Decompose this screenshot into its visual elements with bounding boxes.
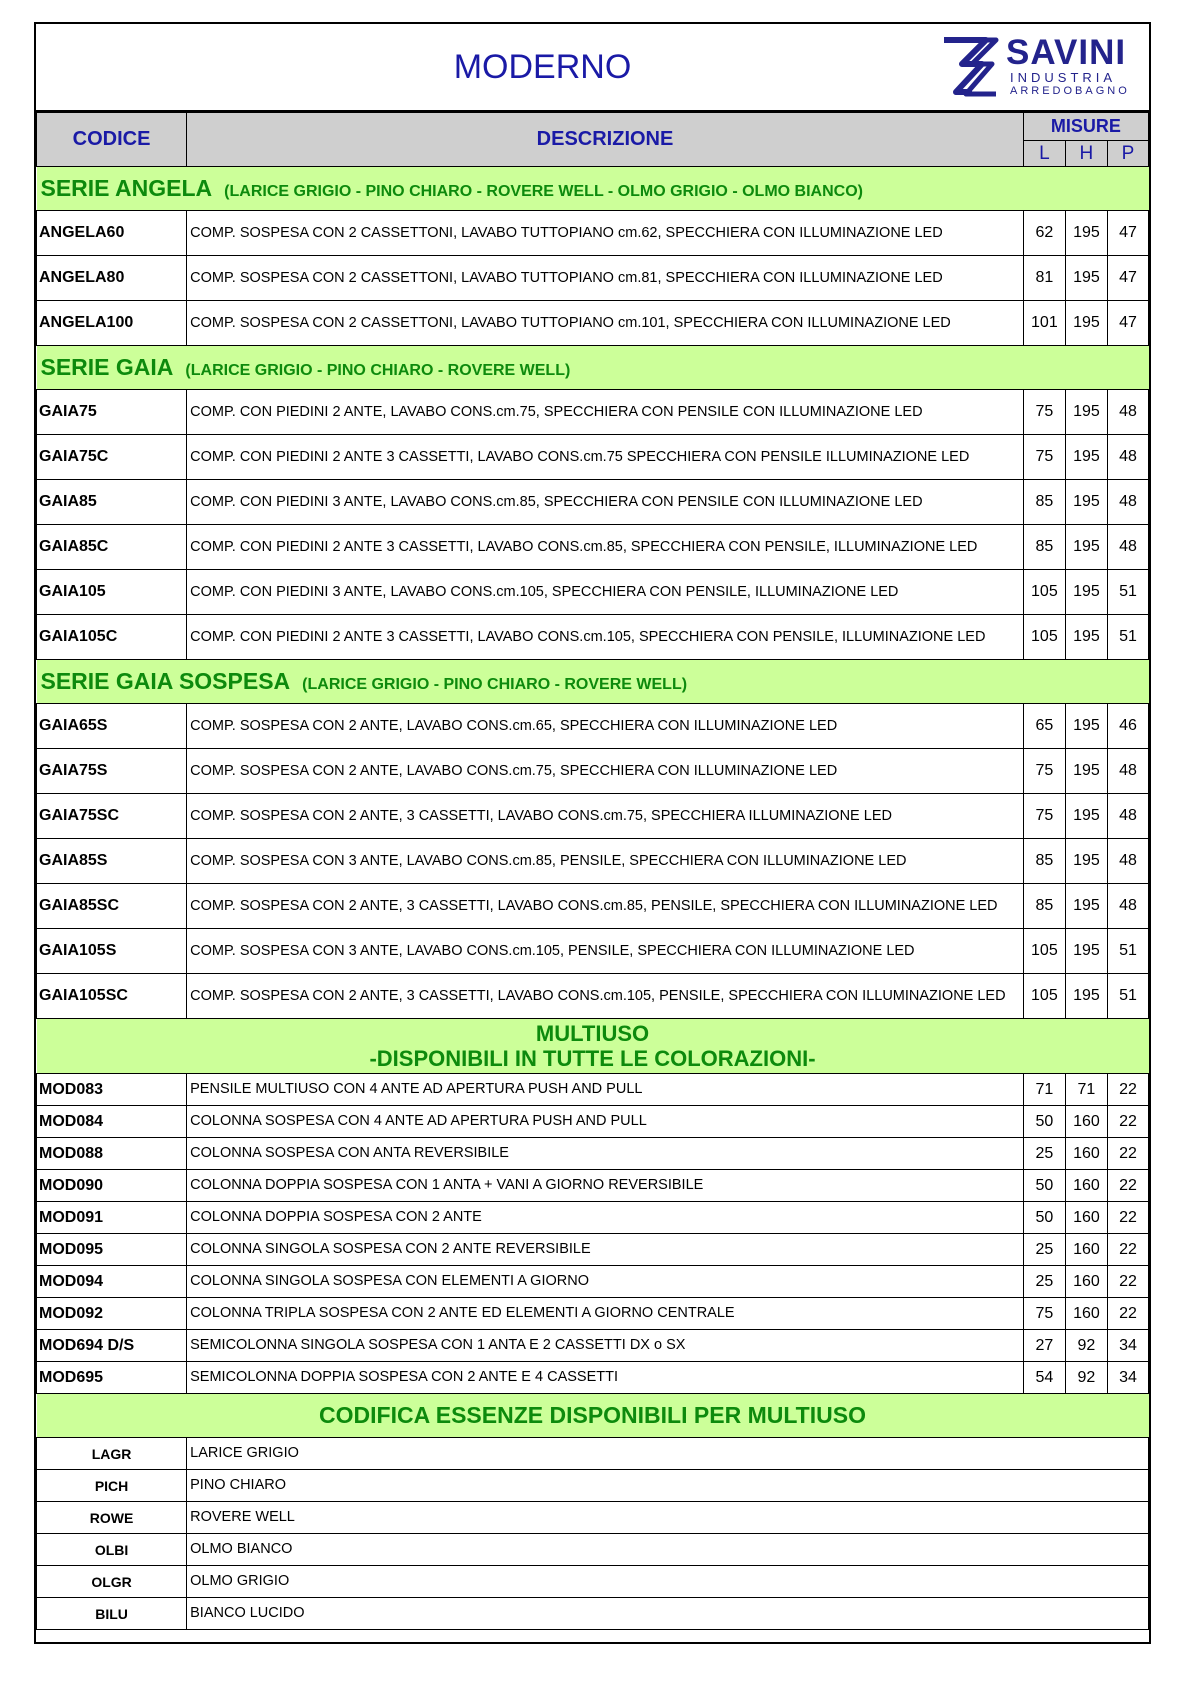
- section-title: SERIE ANGELA: [40, 175, 213, 201]
- table-row: [37, 301, 1149, 346]
- product-description: COMP. CON PIEDINI 2 ANTE 3 CASSETTI, LAVABO CONS.cm.85, SPECCHIERA CON PENSILE, ILLUMINAZIONE LED: [187, 525, 1024, 570]
- table-row: [37, 256, 1149, 301]
- product-description: COLONNA DOPPIA SOSPESA CON 1 ANTA + VANI A GIORNO REVERSIBILE: [187, 1170, 1024, 1202]
- dimension-l: 54: [1023, 1362, 1065, 1394]
- table-row: [37, 1534, 1149, 1566]
- product-description: SEMICOLONNA DOPPIA SOSPESA CON 2 ANTE E 4 CASSETTI: [187, 1362, 1024, 1394]
- dimension-h: 195: [1065, 615, 1107, 660]
- table-row: [37, 1362, 1149, 1394]
- savini-logo-mark-icon: [936, 34, 1006, 100]
- dimension-l: 75: [1023, 794, 1065, 839]
- dimension-h: 195: [1065, 749, 1107, 794]
- product-code: ANGELA80: [37, 256, 187, 301]
- table-row: [37, 1170, 1149, 1202]
- dimension-l: 105: [1023, 615, 1065, 660]
- table-row: [37, 974, 1149, 1019]
- product-code: GAIA105S: [37, 929, 187, 974]
- table-row: [37, 480, 1149, 525]
- dimension-h: 195: [1065, 794, 1107, 839]
- table-row: [37, 794, 1149, 839]
- section-title: CODIFICA ESSENZE DISPONIBILI PER MULTIUSO: [37, 1394, 1149, 1438]
- table-row: [37, 1106, 1149, 1138]
- page-header: [36, 24, 1149, 112]
- dimension-h: 160: [1065, 1170, 1107, 1202]
- finish-code: ROWE: [37, 1502, 187, 1534]
- product-description: COMP. SOSPESA CON 3 ANTE, LAVABO CONS.cm.85, PENSILE, SPECCHIERA CON ILLUMINAZIONE LED: [187, 839, 1024, 884]
- table-row: [37, 615, 1149, 660]
- section-title-cell: [37, 346, 1149, 390]
- section-title-cell: [37, 1019, 1149, 1074]
- table-row: [37, 1470, 1149, 1502]
- product-code: GAIA105: [37, 570, 187, 615]
- product-code: MOD095: [37, 1234, 187, 1266]
- product-code: GAIA85C: [37, 525, 187, 570]
- dimension-l: 81: [1023, 256, 1065, 301]
- logo-subline-2: ARREDOBAGNO: [1010, 85, 1130, 97]
- section-title-cell: [37, 167, 1149, 211]
- product-code: MOD084: [37, 1106, 187, 1138]
- dimension-p: 34: [1107, 1330, 1148, 1362]
- section-title: MULTIUSO: [535, 1021, 650, 1046]
- dimension-l: 27: [1023, 1330, 1065, 1362]
- dimension-h: 195: [1065, 974, 1107, 1019]
- dimension-h: 195: [1065, 480, 1107, 525]
- product-code: MOD695: [37, 1362, 187, 1394]
- dimension-l: 50: [1023, 1202, 1065, 1234]
- product-code: MOD091: [37, 1202, 187, 1234]
- column-header-misure: MISURE: [1023, 113, 1148, 141]
- product-description: COLONNA SOSPESA CON 4 ANTE AD APERTURA PUSH AND PULL: [187, 1106, 1024, 1138]
- dimension-p: 51: [1107, 974, 1148, 1019]
- section-subtitle: (LARICE GRIGIO - PINO CHIARO - ROVERE WELL - OLMO GRIGIO - OLMO BIANCO): [224, 183, 863, 200]
- dimension-p: 47: [1107, 256, 1148, 301]
- table-row: [37, 839, 1149, 884]
- table-row: [37, 1438, 1149, 1470]
- product-code: GAIA75: [37, 390, 187, 435]
- dimension-h: 195: [1065, 256, 1107, 301]
- dimension-l: 50: [1023, 1106, 1065, 1138]
- section-header: [37, 346, 1149, 390]
- dimension-h: 160: [1065, 1106, 1107, 1138]
- product-code: MOD694 D/S: [37, 1330, 187, 1362]
- dimension-h: 92: [1065, 1330, 1107, 1362]
- column-header-h: H: [1065, 141, 1107, 167]
- dimension-l: 105: [1023, 929, 1065, 974]
- dimension-p: 48: [1107, 480, 1148, 525]
- table-row: [37, 1266, 1149, 1298]
- dimension-p: 51: [1107, 929, 1148, 974]
- table-row: [37, 525, 1149, 570]
- section-header: [37, 167, 1149, 211]
- dimension-h: 195: [1065, 929, 1107, 974]
- dimension-l: 105: [1023, 974, 1065, 1019]
- dimension-p: 48: [1107, 794, 1148, 839]
- dimension-l: 105: [1023, 570, 1065, 615]
- logo-word: SAVINI: [1006, 33, 1127, 72]
- dimension-l: 101: [1023, 301, 1065, 346]
- dimension-h: 195: [1065, 211, 1107, 256]
- table-row: [37, 1234, 1149, 1266]
- logo-subline-1: INDUSTRIA: [1010, 70, 1117, 85]
- product-code: GAIA65S: [37, 704, 187, 749]
- dimension-l: 25: [1023, 1138, 1065, 1170]
- finish-name: OLMO GRIGIO: [187, 1566, 1149, 1598]
- dimension-p: 48: [1107, 749, 1148, 794]
- product-code: GAIA85: [37, 480, 187, 525]
- dimension-l: 75: [1023, 1298, 1065, 1330]
- dimension-l: 65: [1023, 704, 1065, 749]
- product-description: COMP. SOSPESA CON 3 ANTE, LAVABO CONS.cm.105, PENSILE, SPECCHIERA CON ILLUMINAZIONE LED: [187, 929, 1024, 974]
- product-description: COLONNA TRIPLA SOSPESA CON 2 ANTE ED ELEMENTI A GIORNO CENTRALE: [187, 1298, 1024, 1330]
- table-row: [37, 749, 1149, 794]
- dimension-p: 47: [1107, 211, 1148, 256]
- table-row: [37, 435, 1149, 480]
- product-code: ANGELA60: [37, 211, 187, 256]
- dimension-h: 160: [1065, 1138, 1107, 1170]
- product-code: GAIA105C: [37, 615, 187, 660]
- finish-name: BIANCO LUCIDO: [187, 1598, 1149, 1630]
- dimension-h: 195: [1065, 839, 1107, 884]
- dimension-p: 22: [1107, 1234, 1148, 1266]
- product-description: COMP. CON PIEDINI 3 ANTE, LAVABO CONS.cm.105, SPECCHIERA CON PENSILE, ILLUMINAZIONE LED: [187, 570, 1024, 615]
- price-list-sheet: [34, 22, 1151, 1644]
- product-code: GAIA75C: [37, 435, 187, 480]
- table-header: [37, 113, 1149, 167]
- table-row: [37, 211, 1149, 256]
- section-header-multiuso: [37, 1019, 1149, 1074]
- dimension-p: 51: [1107, 615, 1148, 660]
- dimension-p: 47: [1107, 301, 1148, 346]
- finish-name: PINO CHIARO: [187, 1470, 1149, 1502]
- product-description: COMP. SOSPESA CON 2 ANTE, 3 CASSETTI, LAVABO CONS.cm.85, PENSILE, SPECCHIERA CON ILLUMINAZIONE LED: [187, 884, 1024, 929]
- product-description: COMP. CON PIEDINI 3 ANTE, LAVABO CONS.cm.85, SPECCHIERA CON PENSILE CON ILLUMINAZIONE LED: [187, 480, 1024, 525]
- column-header-l: L: [1023, 141, 1065, 167]
- price-table: [36, 112, 1149, 1630]
- dimension-l: 85: [1023, 480, 1065, 525]
- column-header-p: P: [1107, 141, 1148, 167]
- finish-code: OLBI: [37, 1534, 187, 1566]
- dimension-h: 160: [1065, 1266, 1107, 1298]
- product-description: COMP. SOSPESA CON 2 CASSETTONI, LAVABO TUTTOPIANO cm.62, SPECCHIERA CON ILLUMINAZIONE LED: [187, 211, 1024, 256]
- product-code: MOD094: [37, 1266, 187, 1298]
- dimension-l: 25: [1023, 1234, 1065, 1266]
- table-row: [37, 704, 1149, 749]
- page-title: MODERNO: [453, 47, 632, 86]
- dimension-p: 48: [1107, 390, 1148, 435]
- dimension-p: 48: [1107, 839, 1148, 884]
- finish-code: BILU: [37, 1598, 187, 1630]
- finish-name: ROVERE WELL: [187, 1502, 1149, 1534]
- dimension-p: 22: [1107, 1266, 1148, 1298]
- dimension-l: 75: [1023, 749, 1065, 794]
- product-description: COMP. CON PIEDINI 2 ANTE 3 CASSETTI, LAVABO CONS.cm.75 SPECCHIERA CON PENSILE ILLUMINAZIONE LED: [187, 435, 1024, 480]
- dimension-h: 195: [1065, 435, 1107, 480]
- dimension-h: 195: [1065, 525, 1107, 570]
- dimension-l: 85: [1023, 884, 1065, 929]
- product-description: COMP. SOSPESA CON 2 ANTE, LAVABO CONS.cm.75, SPECCHIERA CON ILLUMINAZIONE LED: [187, 749, 1024, 794]
- table-row: [37, 1566, 1149, 1598]
- dimension-l: 85: [1023, 839, 1065, 884]
- dimension-p: 22: [1107, 1202, 1148, 1234]
- finish-name: OLMO BIANCO: [187, 1534, 1149, 1566]
- section-header-essenze: [37, 1394, 1149, 1438]
- dimension-l: 50: [1023, 1170, 1065, 1202]
- finish-name: LARICE GRIGIO: [187, 1438, 1149, 1470]
- product-description: COMP. SOSPESA CON 2 ANTE, LAVABO CONS.cm.65, SPECCHIERA CON ILLUMINAZIONE LED: [187, 704, 1024, 749]
- dimension-p: 51: [1107, 570, 1148, 615]
- dimension-h: 92: [1065, 1362, 1107, 1394]
- product-description: COMP. SOSPESA CON 2 ANTE, 3 CASSETTI, LAVABO CONS.cm.105, PENSILE, SPECCHIERA CON ILLUMINAZIONE LED: [187, 974, 1024, 1019]
- product-description: COMP. SOSPESA CON 2 CASSETTONI, LAVABO TUTTOPIANO cm.101, SPECCHIERA CON ILLUMINAZIONE LED: [187, 301, 1024, 346]
- product-code: ANGELA100: [37, 301, 187, 346]
- dimension-l: 71: [1023, 1074, 1065, 1106]
- dimension-p: 22: [1107, 1138, 1148, 1170]
- product-description: COMP. SOSPESA CON 2 ANTE, 3 CASSETTI, LAVABO CONS.cm.75, SPECCHIERA ILLUMINAZIONE LED: [187, 794, 1024, 839]
- table-row: [37, 929, 1149, 974]
- table-row: [37, 390, 1149, 435]
- finish-code: PICH: [37, 1470, 187, 1502]
- dimension-h: 71: [1065, 1074, 1107, 1106]
- product-description: COMP. SOSPESA CON 2 CASSETTONI, LAVABO TUTTOPIANO cm.81, SPECCHIERA CON ILLUMINAZIONE LED: [187, 256, 1024, 301]
- product-code: GAIA85S: [37, 839, 187, 884]
- dimension-p: 22: [1107, 1074, 1148, 1106]
- product-code: GAIA75S: [37, 749, 187, 794]
- section-header: [37, 660, 1149, 704]
- dimension-h: 195: [1065, 390, 1107, 435]
- dimension-h: 195: [1065, 570, 1107, 615]
- table-row: [37, 1138, 1149, 1170]
- column-header-description: DESCRIZIONE: [187, 113, 1024, 167]
- product-code: MOD090: [37, 1170, 187, 1202]
- finish-code: OLGR: [37, 1566, 187, 1598]
- section-subtitle: -DISPONIBILI IN TUTTE LE COLORAZIONI-: [369, 1046, 816, 1071]
- column-header-code: CODICE: [37, 113, 187, 167]
- table-body: [37, 167, 1149, 1630]
- product-code: GAIA85SC: [37, 884, 187, 929]
- dimension-p: 48: [1107, 525, 1148, 570]
- dimension-h: 160: [1065, 1202, 1107, 1234]
- product-description: COLONNA DOPPIA SOSPESA CON 2 ANTE: [187, 1202, 1024, 1234]
- section-title-cell: [37, 660, 1149, 704]
- savini-logo: [936, 34, 1136, 100]
- dimension-p: 48: [1107, 435, 1148, 480]
- product-code: MOD092: [37, 1298, 187, 1330]
- dimension-h: 160: [1065, 1298, 1107, 1330]
- table-row: [37, 1074, 1149, 1106]
- dimension-l: 75: [1023, 390, 1065, 435]
- table-row: [37, 1598, 1149, 1630]
- dimension-p: 48: [1107, 884, 1148, 929]
- section-title: SERIE GAIA: [40, 354, 174, 380]
- product-code: GAIA105SC: [37, 974, 187, 1019]
- table-row: [37, 884, 1149, 929]
- dimension-l: 25: [1023, 1266, 1065, 1298]
- product-description: COLONNA SINGOLA SOSPESA CON 2 ANTE REVERSIBILE: [187, 1234, 1024, 1266]
- dimension-l: 85: [1023, 525, 1065, 570]
- table-row: [37, 1502, 1149, 1534]
- dimension-p: 22: [1107, 1170, 1148, 1202]
- section-title: SERIE GAIA SOSPESA: [40, 668, 291, 694]
- product-code: MOD088: [37, 1138, 187, 1170]
- product-description: COLONNA SOSPESA CON ANTA REVERSIBILE: [187, 1138, 1024, 1170]
- section-subtitle: (LARICE GRIGIO - PINO CHIARO - ROVERE WELL): [185, 362, 571, 379]
- dimension-p: 46: [1107, 704, 1148, 749]
- dimension-h: 195: [1065, 301, 1107, 346]
- dimension-l: 75: [1023, 435, 1065, 480]
- product-description: COMP. CON PIEDINI 2 ANTE 3 CASSETTI, LAVABO CONS.cm.105, SPECCHIERA CON PENSILE, ILLUMINAZIONE LED: [187, 615, 1024, 660]
- product-description: COMP. CON PIEDINI 2 ANTE, LAVABO CONS.cm.75, SPECCHIERA CON PENSILE CON ILLUMINAZIONE LED: [187, 390, 1024, 435]
- finish-code: LAGR: [37, 1438, 187, 1470]
- product-description: PENSILE MULTIUSO CON 4 ANTE AD APERTURA PUSH AND PULL: [187, 1074, 1024, 1106]
- table-row: [37, 1298, 1149, 1330]
- product-description: COLONNA SINGOLA SOSPESA CON ELEMENTI A GIORNO: [187, 1266, 1024, 1298]
- table-row: [37, 570, 1149, 615]
- dimension-h: 195: [1065, 884, 1107, 929]
- dimension-h: 195: [1065, 704, 1107, 749]
- dimension-l: 62: [1023, 211, 1065, 256]
- table-row: [37, 1330, 1149, 1362]
- dimension-h: 160: [1065, 1234, 1107, 1266]
- dimension-p: 22: [1107, 1298, 1148, 1330]
- product-code: MOD083: [37, 1074, 187, 1106]
- dimension-p: 22: [1107, 1106, 1148, 1138]
- product-code: GAIA75SC: [37, 794, 187, 839]
- table-row: [37, 1202, 1149, 1234]
- dimension-p: 34: [1107, 1362, 1148, 1394]
- product-description: SEMICOLONNA SINGOLA SOSPESA CON 1 ANTA E 2 CASSETTI DX o SX: [187, 1330, 1024, 1362]
- section-subtitle: (LARICE GRIGIO - PINO CHIARO - ROVERE WELL): [302, 676, 688, 693]
